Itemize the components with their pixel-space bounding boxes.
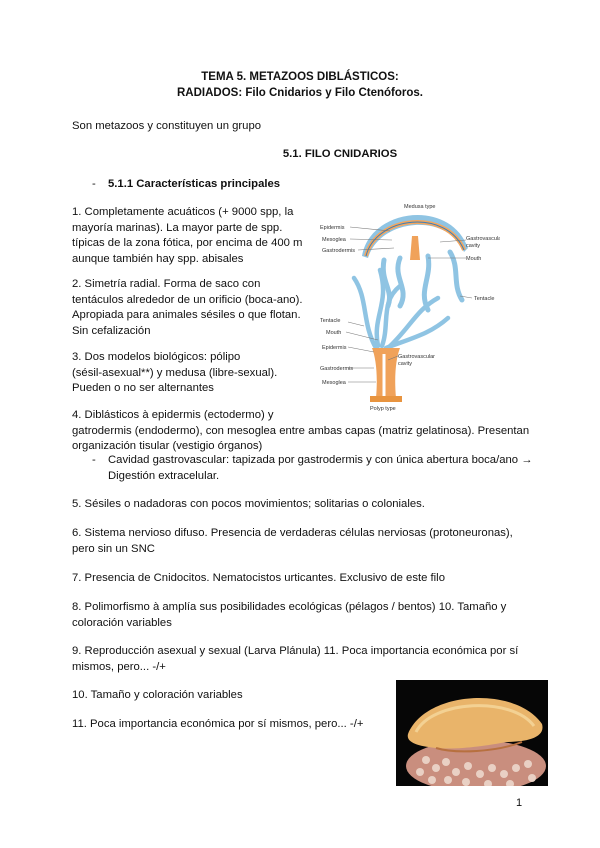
item-2: 2. Simetría radial. Forma de saco con tentáculos alrededor de un orificio (boca-ano). Apropiada para animales sésiles o que flotan. Sin cefalización bbox=[72, 278, 303, 337]
label-mouth-2: Mouth bbox=[326, 330, 342, 336]
jellyfish-photo bbox=[396, 680, 548, 786]
label-gv-cavity-a: Gastrovascular bbox=[466, 236, 500, 242]
item-11: 11. Poca importancia económica por sí mismos, pero... -/+ bbox=[72, 718, 364, 730]
label-mouth: Mouth bbox=[466, 256, 482, 262]
label-epidermis-2: Epidermis bbox=[322, 345, 347, 351]
label-epidermis: Epidermis bbox=[320, 225, 345, 231]
section-heading: 5.1. FILO CNIDARIOS bbox=[282, 148, 398, 160]
label-gv2-a: Gastrovascular bbox=[398, 354, 435, 360]
item-1: 1. Completamente acuáticos (+ 9000 spp, la mayoría marinas). La mayor parte de spp. típicas de la zona fótica, por encima de 400 m aunque también hay spp. abisales bbox=[72, 206, 303, 265]
label-tentacle-right: Tentacle bbox=[474, 296, 495, 302]
label-gv2-b: cavity bbox=[398, 361, 413, 367]
intro-text: Son metazoos y constituyen un grupo bbox=[72, 120, 262, 132]
polyp-base bbox=[370, 396, 402, 402]
medusa-manubrium bbox=[410, 236, 420, 260]
subbullet-dash: - bbox=[92, 454, 96, 466]
subsection-bullet: - bbox=[92, 178, 96, 190]
page-number: 1 bbox=[516, 797, 523, 809]
subbullet-text: Cavidad gastrovascular: tapizada por gastrodermis y con única abertura boca/ano → Digestión extracelular. bbox=[108, 454, 533, 482]
title-line-2: RADIADOS: Filo Cnidarios y Filo Ctenóforos. bbox=[177, 87, 423, 99]
item-8: 8. Polimorfismo à amplía sus posibilidades ecológicas (pélagos / bentos) 10. Tamaño y coloración variables bbox=[72, 601, 507, 629]
label-polyp-type: Polyp type bbox=[370, 406, 396, 412]
item-3: 3. Dos modelos biológicos: pólipo (sésil-asexual**) y medusa (libre-sexual). Pueden o no ser alternantes bbox=[72, 351, 278, 394]
polyp-body bbox=[372, 348, 400, 398]
label-mesoglea: Mesoglea bbox=[322, 237, 346, 243]
item-7: 7. Presencia de Cnidocitos. Nematocistos urticantes. Exclusivo de este filo bbox=[72, 572, 445, 584]
subsection-heading: 5.1.1 Características principales bbox=[108, 178, 281, 190]
label-gastrodermis-2: Gastrodermis bbox=[320, 366, 354, 372]
item-6: 6. Sistema nervioso difuso. Presencia de verdaderas células nerviosas (protoneuronas), pero sin un SNC bbox=[72, 527, 513, 555]
cnidarian-body-plan-diagram bbox=[300, 198, 500, 416]
label-gastrodermis: Gastrodermis bbox=[322, 248, 356, 254]
item-10: 10. Tamaño y coloración variables bbox=[72, 689, 243, 701]
label-medusa-type: Medusa type bbox=[404, 204, 436, 210]
label-tentacle-left: Tentacle bbox=[320, 318, 341, 324]
label-mesoglea-2: Mesoglea bbox=[322, 380, 346, 386]
item-9: 9. Reproducción asexual y sexual (Larva Plánula) 11. Poca importancia económica por sí mismos, pero... -/+ bbox=[72, 645, 519, 673]
title-line-1: TEMA 5. METAZOOS DIBLÁSTICOS: bbox=[201, 71, 399, 83]
medusa-tentacles bbox=[383, 252, 462, 310]
item-5: 5. Sésiles o nadadoras con pocos movimientos; solitarias o coloniales. bbox=[72, 498, 425, 510]
item-4: 4. Diblásticos à epidermis (ectodermo) y gatrodermis (endodermo), con mesoglea entre ambas capas (matriz gelatinosa). Presentan organización tisular (vestigio órganos) bbox=[72, 409, 530, 452]
label-gv-cavity-b: cavity bbox=[466, 243, 481, 249]
